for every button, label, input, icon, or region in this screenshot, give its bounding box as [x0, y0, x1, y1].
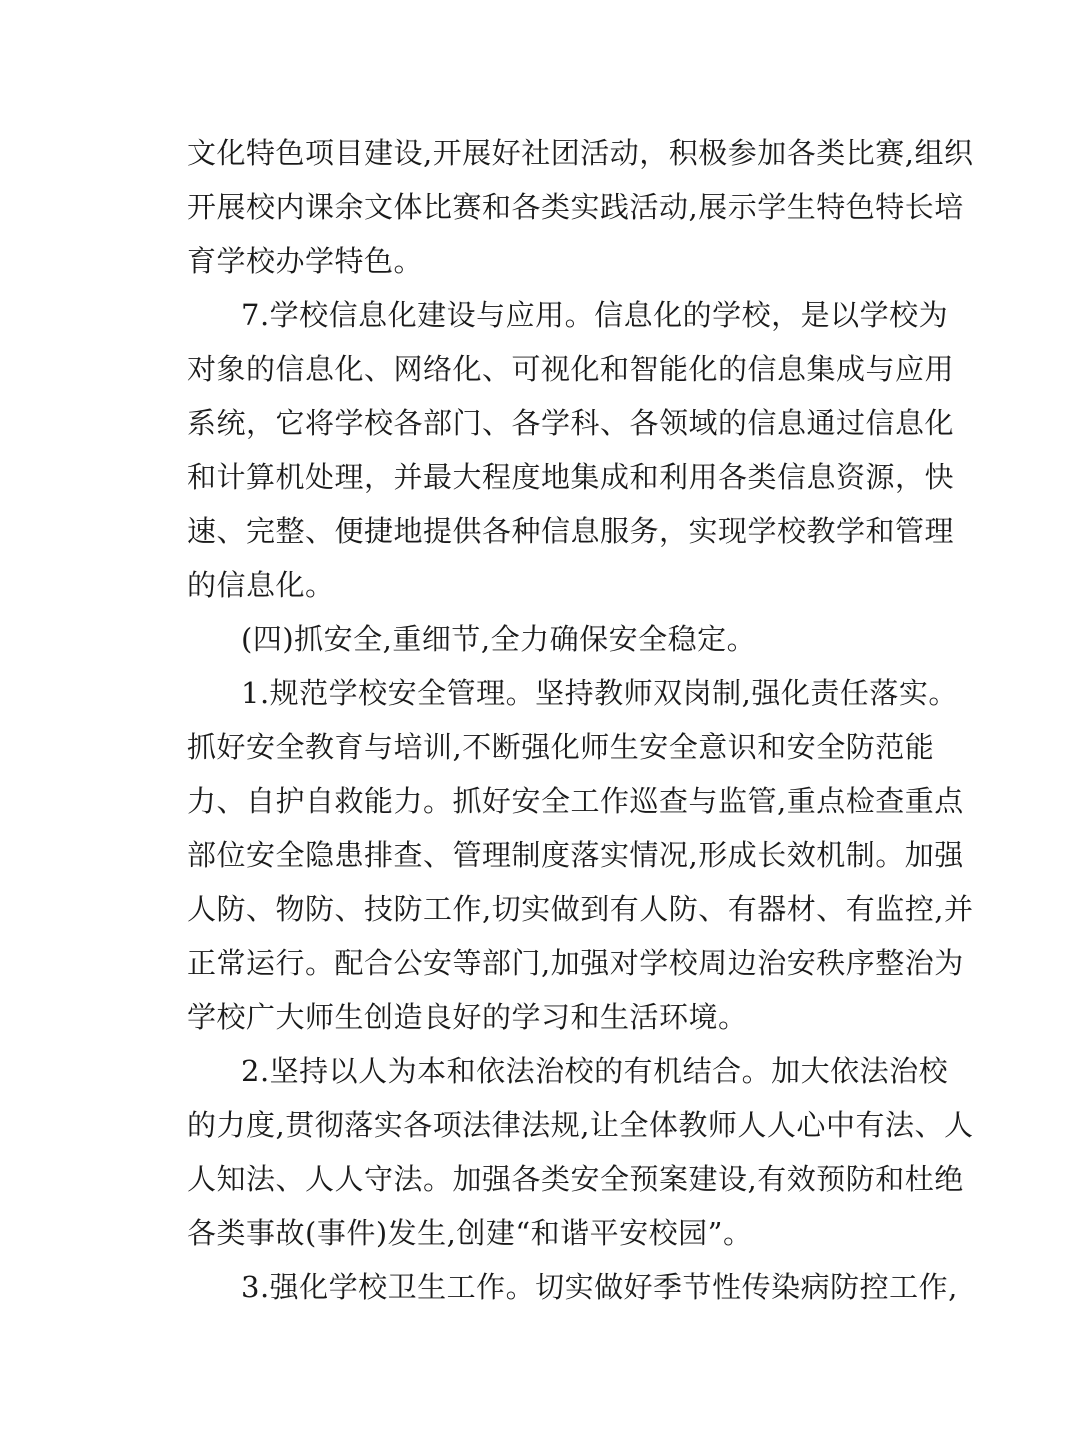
text-line: 人防、物防、技防工作,切实做到有人防、有器材、有监控,并 [187, 892, 974, 926]
text-line: 开展校内课余文体比赛和各类实践活动,展示学生特色特长培 [187, 190, 964, 224]
text-line: 对象的信息化、网络化、可视化和智能化的信息集成与应用 [187, 352, 955, 386]
paragraph-start-line: 2.坚持以人为本和依法治校的有机结合。加大依法治校 [241, 1054, 949, 1088]
text-line: 正常运行。配合公安等部门,加强对学校周边治安秩序整治为 [187, 946, 964, 980]
text-line: 各类事故(事件)发生,创建“和谐平安校园”。 [187, 1216, 753, 1250]
text-line: 文化特色项目建设,开展好社团活动，积极参加各类比赛,组织 [187, 136, 974, 170]
text-line: 系统，它将学校各部门、各学科、各领域的信息通过信息化 [187, 406, 955, 440]
paragraph-start-line: 3.强化学校卫生工作。切实做好季节性传染病防控工作, [241, 1270, 958, 1304]
text-line: 的力度,贯彻落实各项法律法规,让全体教师人人心中有法、人 [187, 1108, 974, 1142]
paragraph-start-line: 1.规范学校安全管理。坚持教师双岗制,强化责任落实。 [241, 676, 958, 710]
text-line: 速、完整、便捷地提供各种信息服务，实现学校教学和管理 [187, 514, 955, 548]
text-line: 育学校办学特色。 [187, 244, 424, 278]
text-line: 力、自护自救能力。抓好安全工作巡查与监管,重点检查重点 [187, 784, 964, 818]
text-line: 抓好安全教育与培训,不断强化师生安全意识和安全防范能 [187, 730, 935, 764]
body-text [187, 126, 974, 1314]
text-line: 部位安全隐患排查、管理制度落实情况,形成长效机制。加强 [187, 838, 964, 872]
text-line: 学校广大师生创造良好的学习和生活环境。 [187, 1000, 748, 1034]
section-heading: (四)抓安全,重细节,全力确保安全稳定。 [241, 622, 757, 656]
paragraph-start-line: 7.学校信息化建设与应用。信息化的学校，是以学校为 [241, 298, 949, 332]
text-line: 的信息化。 [187, 568, 335, 602]
text-line: 和计算机处理，并最大程度地集成和利用各类信息资源，快 [187, 460, 955, 494]
text-line: 人知法、人人守法。加强各类安全预案建设,有效预防和杜绝 [187, 1162, 964, 1196]
